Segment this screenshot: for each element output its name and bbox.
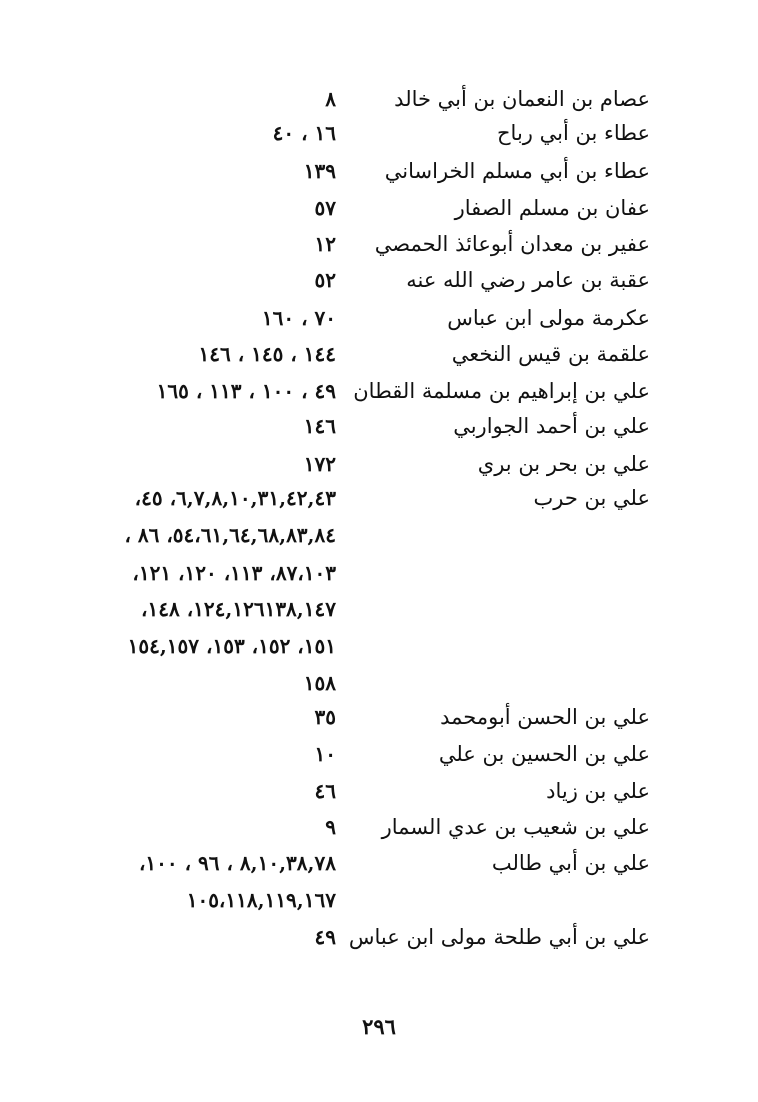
page-number: ٢٩٦ (362, 1014, 396, 1039)
entry-name: علي بن أحمد الجواربي (453, 414, 650, 438)
index-entry (0, 229, 758, 259)
index-entry (0, 776, 758, 806)
entry-pages: ١٣٩ (303, 159, 336, 183)
index-entry (0, 739, 758, 769)
index-entry (0, 265, 758, 295)
index-entry (0, 303, 758, 333)
entry-pages: ٥٤،٦١,٦٤,٦٨,٨٣,٨٤، ٨٦ ، (124, 523, 336, 547)
entry-name: عصام بن النعمان بن أبي خالد (394, 87, 650, 111)
index-entry (0, 848, 758, 878)
entry-name: علي بن الحسن أبومحمد (440, 705, 650, 729)
entry-name: علي بن الحسين بن علي (438, 742, 650, 766)
index-entry (0, 449, 758, 479)
entry-pages: ٥٢ (314, 268, 336, 292)
index-entry (0, 156, 758, 186)
entry-name: عكرمة مولى ابن عباس (447, 306, 650, 330)
entry-pages: ١٧٢ (303, 452, 336, 476)
entry-pages: ١٥١، ١٥٢، ١٥٣، ١٥٤,١٥٧ (127, 634, 336, 658)
index-entry-continuation (0, 520, 758, 550)
index-entry (0, 483, 758, 513)
index-entry-continuation (0, 668, 758, 698)
index-entry (0, 702, 758, 732)
entry-pages: ٤٩ ، ١٠٠ ، ١١٣ ، ١٦٥ (156, 379, 336, 403)
entry-name: عقبة بن عامر رضي الله عنه (406, 268, 650, 292)
entry-pages: ٣٥ (314, 705, 336, 729)
index-entry (0, 411, 758, 441)
index-entry-continuation (0, 885, 758, 915)
entry-pages: ٨ (325, 87, 336, 111)
entry-name: علي بن إبراهيم بن مسلمة القطان (353, 379, 650, 403)
entry-pages: ٨,١٠,٣٨,٧٨ ، ٩٦ ، ١٠٠، (138, 851, 336, 875)
entry-name: علي بن حرب (533, 486, 650, 510)
entry-pages: ٩ (325, 815, 336, 839)
entry-pages: ٧٠ ، ١٦٠ (261, 306, 336, 330)
index-entry (0, 922, 758, 952)
entry-pages: ١٠٥،١١٨,١١٩,١٦٧ (186, 888, 336, 912)
entry-pages: ٨٧،١٠٣، ١١٣، ١٢٠، ١٢١، (132, 561, 336, 585)
index-entry (0, 339, 758, 369)
index-entry (0, 84, 758, 114)
entry-pages: ٥٧ (314, 196, 336, 220)
entry-name: علقمة بن قيس النخعي (451, 342, 650, 366)
entry-pages: ١٥٨ (303, 671, 336, 695)
entry-pages: ٦,٧,٨,١٠,٣١,٤٢,٤٣، ٤٥، (134, 486, 336, 510)
index-entry (0, 118, 758, 148)
entry-pages: ١٤٤ ، ١٤٥ ، ١٤٦ (198, 342, 336, 366)
entry-name: عطاء بن أبي رباح (496, 121, 650, 145)
entry-pages: ٤٩ (314, 925, 336, 949)
entry-name: علي بن شعيب بن عدي السمار (381, 815, 650, 839)
index-entry (0, 376, 758, 406)
index-entry (0, 193, 758, 223)
index-entry-continuation (0, 631, 758, 661)
index-entry-continuation (0, 558, 758, 588)
entry-name: عفان بن مسلم الصفار (454, 196, 650, 220)
entry-name: علي بن أبي طالب (491, 851, 650, 875)
entry-pages: ١٦ ، ٤٠ (272, 121, 336, 145)
entry-pages: ١٤٦ (303, 414, 336, 438)
entry-pages: ٤٦ (314, 779, 336, 803)
entry-name: عفير بن معدان أبوعائذ الحمصي (374, 232, 650, 256)
entry-pages: ١٢٤,١٢٦١٣٨,١٤٧، ١٤٨، (141, 597, 336, 621)
entry-name: علي بن بحر بن بري (477, 452, 650, 476)
entry-pages: ١٢ (314, 232, 336, 256)
entry-name: عطاء بن أبي مسلم الخراساني (384, 159, 650, 183)
index-entry-continuation (0, 594, 758, 624)
index-entry (0, 812, 758, 842)
entry-name: علي بن أبي طلحة مولى ابن عباس (348, 925, 650, 949)
entry-pages: ١٠ (314, 742, 336, 766)
entry-name: علي بن زياد (546, 779, 650, 803)
